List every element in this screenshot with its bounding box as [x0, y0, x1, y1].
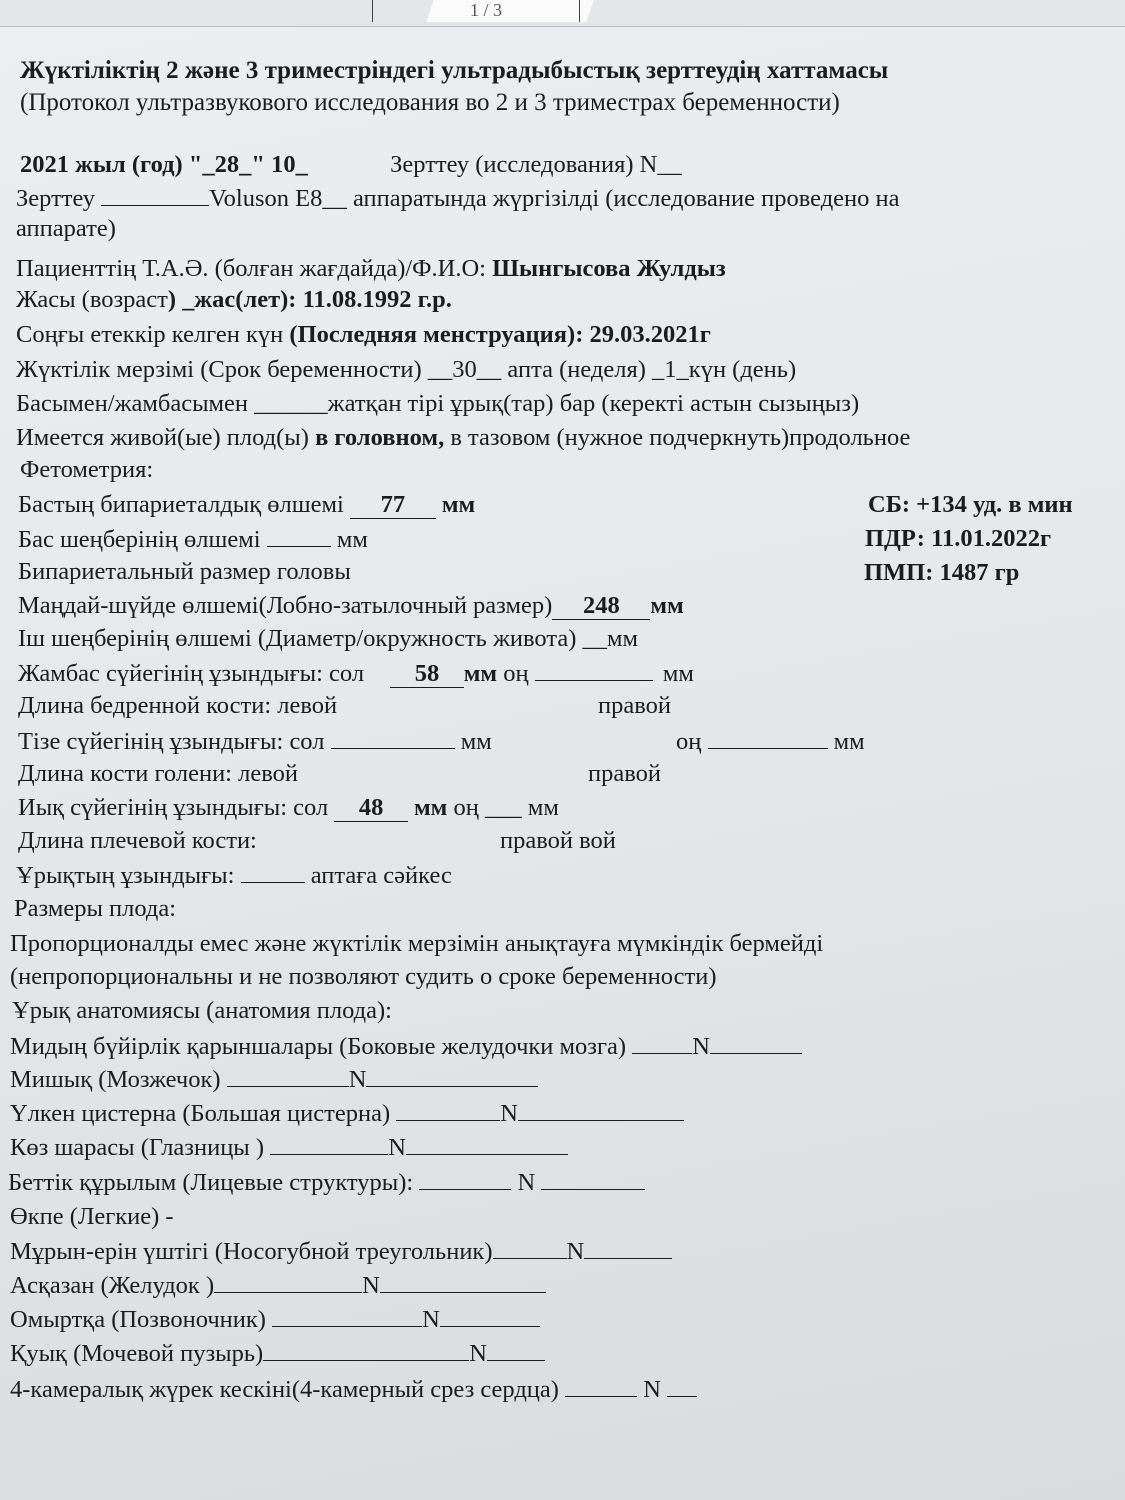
presentation-kz-row: Басымен/жамбасымен ______жатқан тірі ұрық(тар) бар (керекті астын сызыңыз): [16, 390, 860, 417]
ofd-value: 248: [582, 592, 620, 619]
anatomy-item-value: N: [643, 1376, 661, 1403]
device-suffix-2: аппарате): [16, 215, 116, 242]
humerus-value: 48: [358, 794, 384, 821]
femur-value: 58: [414, 660, 440, 687]
heart-rate-value: СБ: +134 уд. в мин: [868, 491, 1073, 518]
anatomy-item-value: N: [388, 1134, 406, 1161]
anatomy-item: [10, 1098, 684, 1129]
ofd-row: [18, 591, 684, 621]
tibia-ru-right: правой: [588, 760, 661, 787]
anatomy-item-label: Өкпе (Легкие) -: [10, 1203, 174, 1230]
blank-line: [632, 1031, 692, 1054]
table-border: [372, 0, 373, 22]
patient-row: [16, 254, 726, 284]
study-label: Зерттеу (исследования) N__: [390, 151, 682, 178]
device-suffix: __ аппаратында жүргізілді (исследование проведено на: [322, 185, 900, 212]
blank-line: [518, 1098, 684, 1121]
bpd-unit: мм: [441, 491, 476, 518]
cut-off-text: 1 / 3: [470, 0, 503, 20]
anatomy-item: [10, 1304, 540, 1335]
humerus-ru-right: правой вой: [500, 827, 616, 854]
anatomy-item-value: N: [422, 1306, 440, 1333]
bpd-ru-row: Бипариетальный размер головы: [18, 558, 351, 585]
anatomy-item: [10, 1270, 546, 1301]
paper-fold: [426, 0, 593, 22]
femur-row: [18, 658, 694, 689]
femur-right-label: оң: [497, 660, 535, 687]
lmp-row: [16, 320, 711, 350]
anatomy-item-value: N: [500, 1100, 518, 1127]
device-row: [16, 183, 900, 214]
blank-line: [565, 1374, 637, 1397]
ofd-unit: мм: [650, 592, 684, 619]
presentation-ru-1: Имеется живой(ые) плод(ы): [16, 424, 316, 451]
due-date-value: ПДР: 11.01.2022г: [865, 525, 1052, 552]
blank-line: [331, 726, 455, 749]
disproportion-ru: (непропорциональны и не позволяют судить о сроке беременности): [10, 963, 717, 990]
humerus-unit: мм: [413, 794, 448, 821]
anatomy-item-label: Мишық (Мозжечок): [10, 1066, 227, 1093]
humerus-value-field: [334, 794, 408, 822]
anatomy-item-value: N: [692, 1033, 710, 1060]
anatomy-item-label: Мидың бүйірлік қарыншалары (Боковые желудочки мозга): [10, 1033, 633, 1060]
blank-line: [380, 1270, 546, 1293]
blank-line: [535, 658, 653, 681]
tibia-right-row: [676, 726, 865, 757]
femur-value-field: [390, 660, 464, 688]
tibia-unit: мм: [460, 728, 492, 755]
tibia-ru-left: Длина кости голени: левой: [18, 760, 298, 787]
date-label: 2021 жыл (год) "_28_" 10_: [20, 151, 308, 178]
anatomy-item: [8, 1167, 645, 1198]
age-label-1: Жасы (возраст: [16, 286, 168, 313]
femur-ru-left: Длина бедренной кости: левой: [18, 692, 338, 719]
fetal-length-label: Ұрықтың ұзындығы:: [16, 862, 241, 889]
anatomy-item-value: N: [469, 1340, 487, 1367]
disproportion-kz: Пропорционалды емес және жүктілік мерзімін анықтауға мүмкіндік бермейді: [10, 930, 824, 957]
lmp-value: (Последняя менструация): 29.03.2021г: [289, 321, 711, 348]
blank-line: [396, 1098, 500, 1121]
title-ru: (Протокол ультразвукового исследования во 2 и 3 триместрах беременности): [20, 89, 840, 116]
ofd-label: Маңдай-шүйде өлшемі(Лобно-затылочный размер): [18, 592, 553, 619]
anatomy-item-value: N: [348, 1066, 367, 1093]
bpd-value: 77: [380, 491, 406, 518]
blank-line: [667, 1374, 697, 1397]
blank-line: [101, 183, 209, 206]
anatomy-item-label: Көз шарасы (Глазницы ): [10, 1134, 271, 1161]
blank-line: [406, 1132, 568, 1155]
date-row: [20, 150, 682, 180]
anatomy-item-value: N: [517, 1169, 536, 1196]
patient-name: Шынгысова Жулдыз: [492, 255, 726, 282]
fetal-length-suffix: аптаға сәйкес: [304, 862, 452, 889]
lmp-label: Соңғы етеккір келген күн: [16, 321, 290, 348]
anatomy-item-label: Қуық (Мочевой пузырь): [10, 1340, 264, 1367]
blank-line: [487, 1338, 545, 1361]
femur-ru-right: правой: [598, 692, 671, 719]
blank-line: [366, 1064, 538, 1087]
ofd-value-field: [552, 592, 650, 620]
blank-line: [263, 1338, 469, 1361]
device-prefix: Зерттеу: [16, 185, 102, 212]
gestational-age-row: Жүктілік мерзімі (Срок беременности) __30__ апта (неделя) _1_күн (день): [16, 356, 797, 383]
blank-line: [272, 1304, 422, 1327]
blank-line: [267, 524, 331, 547]
age-value: 11.08.1992 г.р.: [302, 286, 452, 313]
anatomy-item-label: Беттік құрылым (Лицевые структуры):: [8, 1169, 420, 1196]
anatomy-item: [10, 1064, 538, 1095]
anatomy-item-label: Асқазан (Желудок ): [10, 1272, 215, 1299]
bpd-row: [18, 490, 475, 520]
blank-line: [440, 1304, 540, 1327]
blank-line: [419, 1167, 511, 1190]
patient-label: Пациенттің Т.А.Ә. (болған жағдайда)/Ф.И.О:: [16, 255, 493, 282]
age-row: [16, 285, 452, 315]
blank-line: [227, 1064, 349, 1087]
presentation-ru-bold: в головном,: [315, 424, 445, 451]
humerus-row: [18, 793, 559, 823]
blank-line: [270, 1132, 388, 1155]
table-border: [579, 0, 580, 22]
sizes-label: Размеры плода:: [14, 895, 177, 922]
age-label-2: ) _жас(лет):: [167, 286, 303, 313]
title-kz: Жүктіліктің 2 және 3 триместріндегі ультрадыбыстық зерттеудің хаттамасы: [20, 57, 889, 84]
top-strip: [0, 0, 1125, 27]
anatomy-item: [10, 1202, 174, 1232]
hc-unit: мм: [336, 526, 368, 553]
bpd-value-field: [350, 491, 436, 519]
hc-label: Бас шеңберінің өлшемі: [18, 526, 267, 553]
fetometry-title: Фетометрия:: [20, 456, 154, 483]
blank-line: [493, 1236, 567, 1259]
fetal-weight-value: ПМП: 1487 гр: [864, 559, 1020, 586]
hc-row: [18, 524, 368, 555]
anatomy-item-value: N: [566, 1238, 585, 1265]
femur-label: Жамбас сүйегінің ұзындығы: сол: [18, 660, 371, 687]
blank-line: [710, 1031, 802, 1054]
tibia-row: [18, 726, 492, 757]
anatomy-item-label: Мұрын-ерін үштігі (Носогубной треугольник): [10, 1238, 493, 1265]
presentation-ru-row: [16, 423, 910, 453]
anatomy-item: [10, 1031, 802, 1062]
anatomy-item-label: Омыртқа (Позвоночник): [10, 1306, 273, 1333]
anatomy-item-label: 4-камералық жүрек кескіні(4-камерный срез сердца): [10, 1376, 566, 1403]
tibia-right-unit: мм: [833, 728, 865, 755]
blank-line: [541, 1167, 645, 1190]
humerus-ru-left: Длина плечевой кости:: [18, 827, 257, 854]
anatomy-item-label: Үлкен цистерна (Большая цистерна): [10, 1100, 397, 1127]
humerus-label: Иық сүйегінің ұзындығы: сол: [18, 794, 335, 821]
blank-line: [584, 1236, 672, 1259]
blank-line: [708, 726, 828, 749]
anatomy-item: [10, 1374, 697, 1405]
anatomy-item: [10, 1132, 568, 1163]
bpd-label: Бастың бипариеталдық өлшемі: [18, 491, 350, 518]
tibia-right-label: оң: [676, 728, 708, 755]
document-page: [0, 30, 1125, 1500]
blank-line: [214, 1270, 362, 1293]
anatomy-item: [10, 1338, 545, 1369]
anatomy-item: [10, 1236, 672, 1267]
tibia-label: Тізе сүйегінің ұзындығы: сол: [18, 728, 331, 755]
anatomy-item-value: N: [362, 1272, 380, 1299]
ac-row: Іш шеңберінің өлшемі (Диаметр/окружность живота) __мм: [18, 625, 639, 652]
femur-right-unit: мм: [662, 660, 694, 687]
humerus-right: оң ___ мм: [447, 794, 559, 821]
fetal-length-row: [16, 860, 452, 891]
anatomy-title: Ұрық анатомиясы (анатомия плода):: [12, 997, 392, 1024]
presentation-ru-2: в тазовом (нужное подчеркнуть)продольное: [444, 424, 911, 451]
device-name: Voluson E8: [209, 185, 323, 212]
blank-line: [241, 860, 305, 883]
femur-unit: мм: [463, 660, 498, 687]
